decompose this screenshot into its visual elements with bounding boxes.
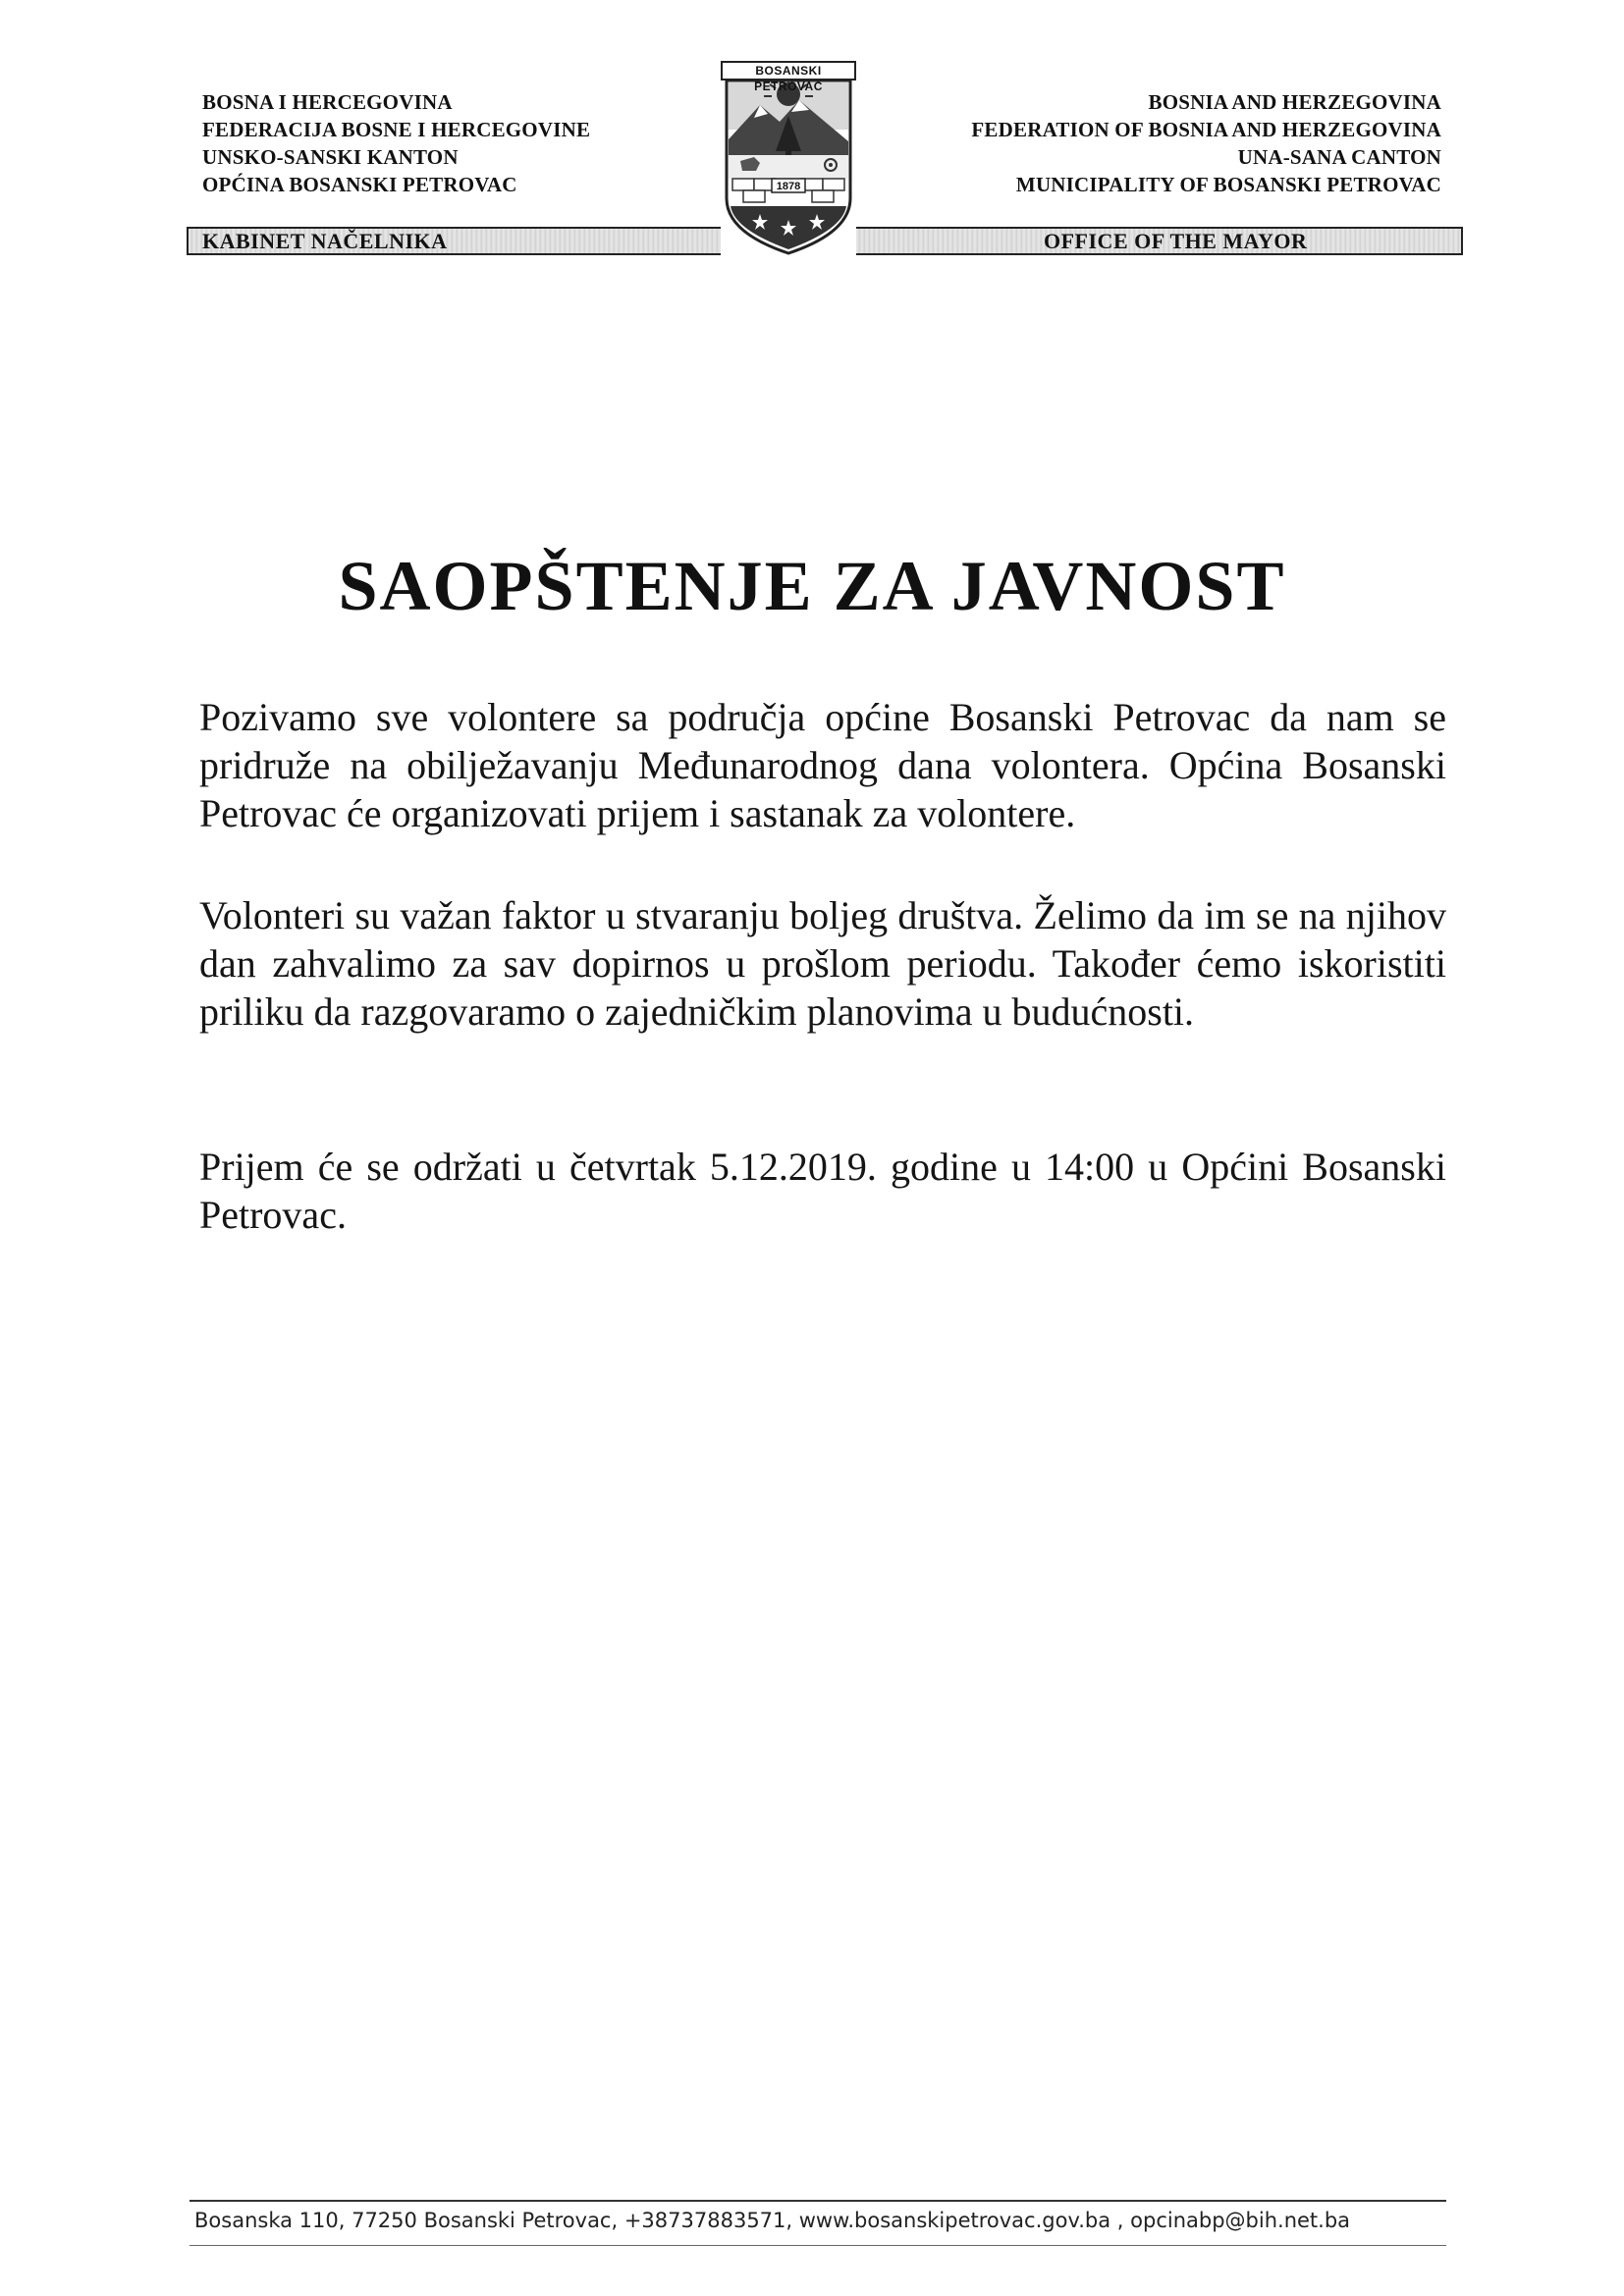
footer-contact: Bosanska 110, 77250 Bosanski Petrovac, +38737883571, www.bosanskipetrovac.gov.ba , opcinabp@bih.net.ba [194,2209,1351,2232]
crest-year: 1878 [776,181,801,192]
office-label-english: OFFICE OF THE MAYOR [1044,229,1308,253]
coat-of-arms-icon [721,61,856,257]
header-right-line-canton: UNA-SANA CANTON [1237,145,1441,169]
office-label-local: KABINET NAČELNIKA [202,229,448,253]
header-right-line-country: BOSNIA AND HERZEGOVINA [1148,90,1441,114]
header-left-line-federation: FEDERACIJA BOSNE I HERCEGOVINE [202,118,591,141]
header-left-line-country: BOSNA I HERCEGOVINA [202,90,453,114]
header-left-block [202,88,590,198]
header-left-line-municipality: OPĆINA BOSANSKI PETROVAC [202,173,517,196]
header-right-block [971,88,1441,198]
paragraph-gratitude: Volonteri su važan faktor u stvaranju boljeg društva. Želimo da im se na njihov dan zahvalimo za sav dopirnos u prošlom periodu. Također ćemo iskoristiti priliku da razgovaramo o zajedničkim planovima u budućnosti. [199,893,1446,1034]
paragraph-invitation: Pozivamo sve volontere sa područja općine Bosanski Petrovac da nam se pridruže na obilježavanju Međunarodnog dana volontera. Općina Bosanski Petrovac će organizovati prijem i sastanak za volontere. [199,695,1446,835]
footer-divider-top [189,2200,1446,2202]
header-right-line-federation: FEDERATION OF BOSNIA AND HERZEGOVINA [971,118,1441,141]
crest-label: BOSANSKI PETROVAC [721,61,856,80]
header-right-line-municipality: MUNICIPALITY OF BOSANSKI PETROVAC [1015,173,1441,196]
document-title: SAOPŠTENJE ZA JAVNOST [338,547,1286,625]
paragraph-event-details: Prijem će se održati u četvrtak 5.12.2019. godine u 14:00 u Općini Bosanski Petrovac. [199,1145,1446,1237]
header-left-line-canton: UNSKO-SANSKI KANTON [202,145,459,169]
footer-divider-bottom [189,2245,1446,2246]
